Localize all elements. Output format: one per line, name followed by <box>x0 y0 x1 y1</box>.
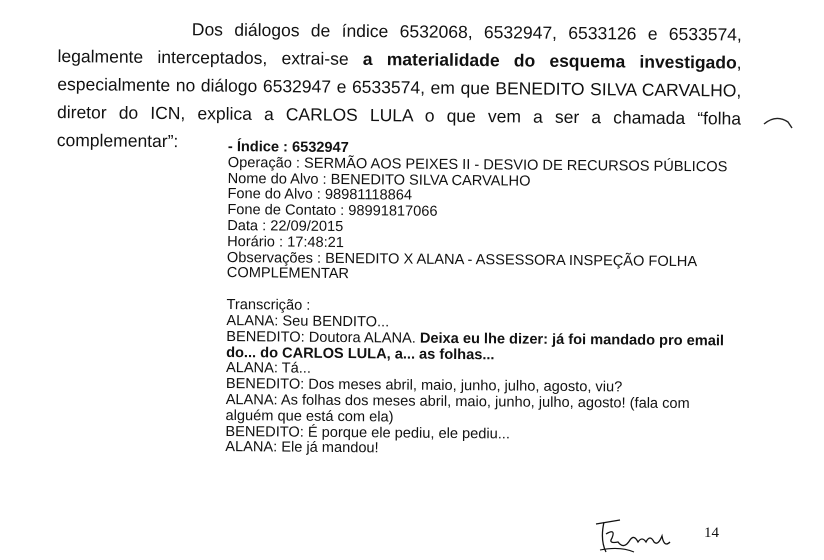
record-date: Data : 22/09/2015 <box>227 217 344 235</box>
transcript-line-text: BENEDITO: Doutora ALANA. <box>226 328 420 347</box>
intro-paragraph <box>57 14 742 161</box>
transcript-line: BENEDITO: Dos meses abril, maio, junho, julho, agosto, viu? <box>225 376 623 396</box>
transcript-header: Transcrição : <box>226 297 311 314</box>
transcript-line: BENEDITO: É porque ele pediu, ele pediu... <box>225 423 510 443</box>
record-contact-phone: Fone de Contato : 98991817066 <box>227 202 438 221</box>
transcript-line: ALANA: As folhas dos meses abril, maio, junho, julho, agosto! (fala com alguém que está com ela) <box>225 391 690 426</box>
transcript-line: ALANA: Seu BENDITO... <box>226 312 390 331</box>
record-target-name: Nome do Alvo : BENEDITO SILVA CARVALHO <box>227 170 531 190</box>
record-target-phone: Fone do Alvo : 98981118864 <box>227 186 413 204</box>
record-index: - Índice : 6532947 <box>227 139 349 157</box>
transcript-line: ALANA: Ele já mandou! <box>225 439 379 457</box>
margin-mark-icon <box>762 112 798 132</box>
intro-text-start: Dos diálogos de índice 6532068, 6532947, 6533126 e 6533574, legalmente interceptados, extrai-se <box>57 19 742 69</box>
interception-record <box>225 140 728 460</box>
intro-text-end: , especialmente no diálogo 6532947 e 6533574, em que BENEDITO SILVA CARVALHO, diretor do ICN, explica a CARLOS LULA o que vem a ser a chamada “folha complementar”: <box>56 52 742 152</box>
record-operation: Operação : SERMÃO AOS PEIXES II - DESVIO DE RECURSOS PÚBLICOS <box>227 154 728 176</box>
record-time: Horário : 17:48:21 <box>227 233 345 251</box>
transcript-line: ALANA: Tá... <box>225 360 311 378</box>
intro-text-bold: a materialidade do esquema investigado <box>362 48 737 73</box>
record-notes: Observações : BENEDITO X ALANA - ASSESSORA INSPEÇÃO FOLHA COMPLEMENTAR <box>226 249 697 283</box>
handwritten-signature <box>590 512 690 558</box>
page-number: 14 <box>704 525 719 541</box>
transcript-line-highlight: Deixa eu lhe dizer: já foi mandado pro email do... do CARLOS LULA, a... as folhas... <box>226 330 725 363</box>
